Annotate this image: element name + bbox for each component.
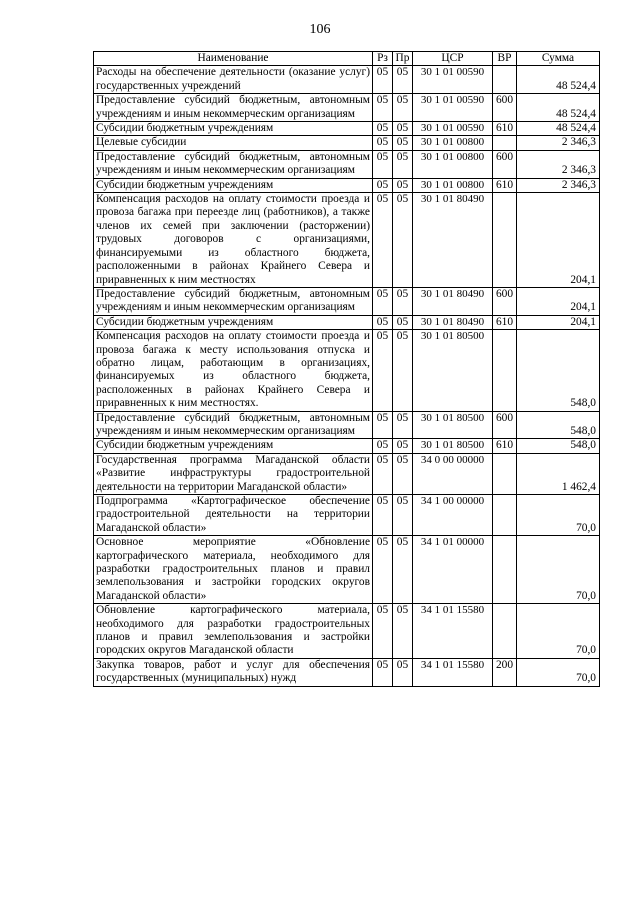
row-name: Субсидии бюджетным учреждениям: [94, 122, 373, 136]
table-row: [94, 495, 600, 536]
header-pr: Пр: [393, 52, 413, 66]
row-vr: 610: [493, 439, 517, 453]
row-csr: 30 1 01 00800: [413, 178, 493, 192]
table-row: [94, 287, 600, 315]
row-sum: 204,1: [517, 315, 600, 329]
table-row: [94, 178, 600, 192]
row-name: Субсидии бюджетным учреждениям: [94, 439, 373, 453]
row-vr: 600: [493, 94, 517, 122]
row-csr: 30 1 01 80490: [413, 193, 493, 288]
row-rz: 05: [373, 122, 393, 136]
row-pr: 05: [393, 658, 413, 686]
row-pr: 05: [393, 315, 413, 329]
row-pr: 05: [393, 122, 413, 136]
row-csr: 34 1 01 00000: [413, 536, 493, 604]
table-row: [94, 150, 600, 178]
row-name: Подпрограмма «Картографическое обеспечение градостроительной деятельности на территории Магаданской области»: [94, 495, 373, 536]
row-sum: 70,0: [517, 495, 600, 536]
row-vr: [493, 536, 517, 604]
row-vr: 600: [493, 150, 517, 178]
table-row: [94, 136, 600, 150]
row-pr: 05: [393, 178, 413, 192]
row-sum: 1 462,4: [517, 453, 600, 494]
header-csr: ЦСР: [413, 52, 493, 66]
header-name: Наименование: [94, 52, 373, 66]
row-name: Расходы на обеспечение деятельности (оказание услуг) государственных учреждений: [94, 66, 373, 94]
table-row: [94, 193, 600, 288]
row-pr: 05: [393, 439, 413, 453]
table-row: [94, 94, 600, 122]
row-name: Субсидии бюджетным учреждениям: [94, 178, 373, 192]
row-rz: 05: [373, 658, 393, 686]
row-pr: 05: [393, 411, 413, 439]
table-header-row: [94, 52, 600, 66]
budget-table: [93, 51, 600, 687]
row-sum: 48 524,4: [517, 94, 600, 122]
header-vr: ВР: [493, 52, 517, 66]
row-vr: 600: [493, 287, 517, 315]
row-rz: 05: [373, 178, 393, 192]
row-name: Основное мероприятие «Обновление картографического материала, необходимого для разработки градостроительных планов и правил землепользования и застройки городских округов Магаданской области»: [94, 536, 373, 604]
row-name: Предоставление субсидий бюджетным, автономным учреждениям и иным некоммерческим организациям: [94, 411, 373, 439]
row-sum: 2 346,3: [517, 136, 600, 150]
row-name: Субсидии бюджетным учреждениям: [94, 315, 373, 329]
row-vr: 610: [493, 178, 517, 192]
table-row: [94, 439, 600, 453]
row-sum: 204,1: [517, 193, 600, 288]
row-csr: 30 1 01 80500: [413, 411, 493, 439]
row-pr: 05: [393, 136, 413, 150]
row-vr: [493, 136, 517, 150]
row-rz: 05: [373, 453, 393, 494]
row-sum: 548,0: [517, 411, 600, 439]
table-row: [94, 315, 600, 329]
row-rz: 05: [373, 315, 393, 329]
row-sum: 204,1: [517, 287, 600, 315]
row-rz: 05: [373, 536, 393, 604]
row-vr: 610: [493, 315, 517, 329]
row-pr: 05: [393, 66, 413, 94]
row-pr: 05: [393, 536, 413, 604]
table-row: [94, 658, 600, 686]
row-sum: 2 346,3: [517, 178, 600, 192]
row-rz: 05: [373, 439, 393, 453]
row-pr: 05: [393, 495, 413, 536]
row-pr: 05: [393, 150, 413, 178]
row-rz: 05: [373, 150, 393, 178]
row-csr: 30 1 01 00800: [413, 136, 493, 150]
row-csr: 30 1 01 80490: [413, 315, 493, 329]
row-csr: 30 1 01 80500: [413, 330, 493, 411]
row-vr: [493, 495, 517, 536]
row-rz: 05: [373, 66, 393, 94]
row-vr: [493, 453, 517, 494]
table-row: [94, 66, 600, 94]
header-sum: Сумма: [517, 52, 600, 66]
row-name: Целевые субсидии: [94, 136, 373, 150]
row-name: Государственная программа Магаданской области «Развитие инфраструктуры градостроительной деятельности на территории Магаданской области»: [94, 453, 373, 494]
page-number: 106: [309, 22, 331, 37]
table-row: [94, 330, 600, 411]
row-sum: 70,0: [517, 604, 600, 659]
row-csr: 30 1 01 00590: [413, 122, 493, 136]
row-name: Предоставление субсидий бюджетным, автономным учреждениям и иным некоммерческим организациям: [94, 287, 373, 315]
row-csr: 34 1 01 15580: [413, 658, 493, 686]
row-sum: 2 346,3: [517, 150, 600, 178]
row-name: Закупка товаров, работ и услуг для обеспечения государственных (муниципальных) нужд: [94, 658, 373, 686]
row-pr: 05: [393, 193, 413, 288]
row-name: Предоставление субсидий бюджетным, автономным учреждениям и иным некоммерческим организациям: [94, 94, 373, 122]
row-rz: 05: [373, 411, 393, 439]
row-name: Предоставление субсидий бюджетным, автономным учреждениям и иным некоммерческим организациям: [94, 150, 373, 178]
row-pr: 05: [393, 94, 413, 122]
row-name: Компенсация расходов на оплату стоимости проезда и провоза багажа при переезде лиц (работников), а также членов их семей при заключении (расторжении) трудовых договоров с организациями, финансируемыми из областного бюджета, расположенными в районах Крайнего Севера и приравненных к ним местностях: [94, 193, 373, 288]
row-name: Компенсация расходов на оплату стоимости проезда и провоза багажа к месту использования отпуска и обратно лицам, работающим в организациях, финансируемых из областного бюджета, расположенных в районах Крайнего Севера и приравненных к ним местностях.: [94, 330, 373, 411]
row-pr: 05: [393, 330, 413, 411]
row-sum: 70,0: [517, 658, 600, 686]
row-vr: [493, 193, 517, 288]
row-rz: 05: [373, 330, 393, 411]
row-vr: 610: [493, 122, 517, 136]
row-name: Обновление картографического материала, необходимого для разработки градостроительных планов и правил землепользования и застройки городских округов Магаданской области: [94, 604, 373, 659]
row-sum: 48 524,4: [517, 66, 600, 94]
row-csr: 34 1 01 15580: [413, 604, 493, 659]
row-csr: 30 1 01 80490: [413, 287, 493, 315]
table-row: [94, 453, 600, 494]
row-rz: 05: [373, 604, 393, 659]
row-sum: 48 524,4: [517, 122, 600, 136]
row-csr: 30 1 01 00800: [413, 150, 493, 178]
table-row: [94, 536, 600, 604]
table-row: [94, 411, 600, 439]
row-rz: 05: [373, 495, 393, 536]
row-csr: 34 0 00 00000: [413, 453, 493, 494]
row-csr: 34 1 00 00000: [413, 495, 493, 536]
row-vr: [493, 66, 517, 94]
row-sum: 548,0: [517, 330, 600, 411]
row-rz: 05: [373, 136, 393, 150]
row-rz: 05: [373, 94, 393, 122]
row-pr: 05: [393, 604, 413, 659]
row-vr: 200: [493, 658, 517, 686]
table-row: [94, 604, 600, 659]
row-csr: 30 1 01 00590: [413, 94, 493, 122]
row-csr: 30 1 01 80500: [413, 439, 493, 453]
row-vr: 600: [493, 411, 517, 439]
row-pr: 05: [393, 453, 413, 494]
row-vr: [493, 604, 517, 659]
row-rz: 05: [373, 287, 393, 315]
row-csr: 30 1 01 00590: [413, 66, 493, 94]
row-vr: [493, 330, 517, 411]
row-rz: 05: [373, 193, 393, 288]
row-sum: 70,0: [517, 536, 600, 604]
row-sum: 548,0: [517, 439, 600, 453]
header-rz: Рз: [373, 52, 393, 66]
row-pr: 05: [393, 287, 413, 315]
table-row: [94, 122, 600, 136]
